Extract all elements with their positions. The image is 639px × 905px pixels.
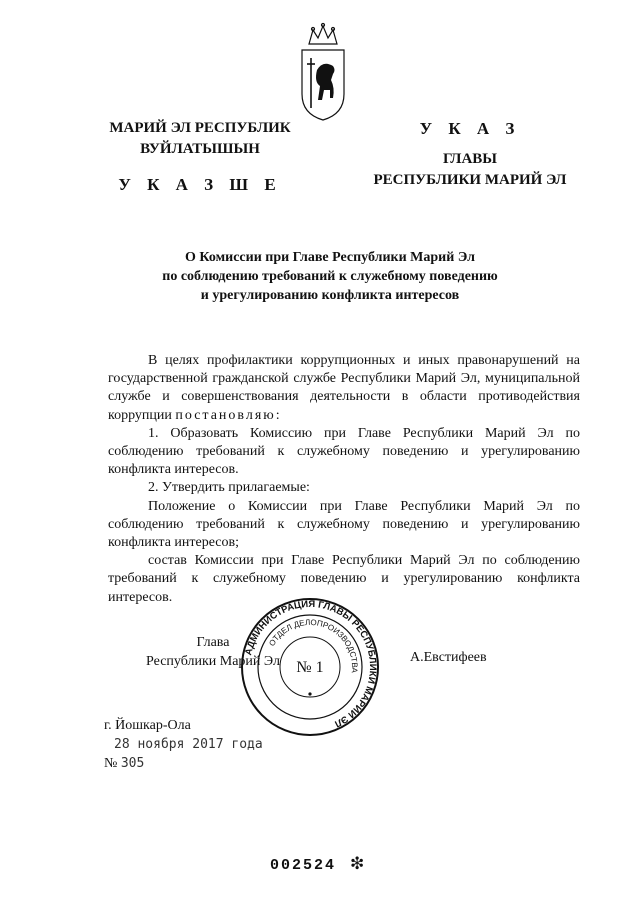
stamp-number: № 1 [296, 659, 324, 676]
header-left-line1: МАРИЙ ЭЛ РЕСПУБЛИК [109, 120, 291, 136]
header-right-line3: РЕСПУБЛИКИ МАРИЙ ЭЛ [373, 172, 567, 188]
footer-number: 305 [120, 756, 145, 771]
document-title [110, 248, 550, 305]
header-right-line2: ГЛАВЫ [442, 151, 498, 167]
body-p1-text: В целях профилактики коррупционных и иных правонарушений на государственной гражданской службе Республики Марий Эл, муниципальной службе и совершенствования деятельности в области противодействия коррупции [108, 353, 580, 423]
body-paragraph: состав Комиссии при Главе Республики Марий Эл по соблюдению требований к служебному поведению и урегулированию конфликта интересов. [108, 553, 580, 605]
document-body [108, 352, 580, 607]
body-paragraph [108, 352, 580, 425]
header-left-line2: ВУЙЛАТЫШЫН [140, 141, 260, 157]
footer-number-label: № [104, 756, 118, 771]
body-paragraph: 2. Утвердить прилагаемые: [148, 480, 310, 496]
snowflake-icon: ❇ [350, 854, 365, 873]
stamp-inner-text: ОТДЕЛ ДЕЛОПРОИЗВОДСТВА [267, 617, 360, 674]
body-paragraph: Положение о Комиссии при Главе Республики Марий Эл по соблюдению требований к служебному поведению и урегулированию конфликта интересов; [108, 498, 580, 551]
signature-title-line1: Глава [196, 635, 230, 650]
footer-date: 28 ноября 2017 года [114, 737, 263, 752]
signature-name: А.Евстифеев [410, 650, 487, 665]
title-line2: по соблюдению требований к служебному поведению [162, 269, 498, 284]
decree-word: постановляю: [175, 407, 282, 423]
header-right [345, 118, 595, 191]
stamp-outer-text: АДМИНИСТРАЦИЯ ГЛАВЫ РЕСПУБЛИКИ МАРИЙ ЭЛ [243, 598, 379, 730]
header-right-line1: У К А З [419, 119, 521, 138]
serial-number: 002524 [270, 857, 337, 874]
header-left [90, 118, 310, 195]
footer-city: г. Йошкар-Ола [104, 718, 191, 733]
title-line1: О Комиссии при Главе Республики Марий Эл [185, 250, 475, 265]
signature-title-line2: Республики Марий Эл [146, 654, 280, 669]
coat-of-arms-icon [299, 22, 347, 122]
document-footer [104, 716, 263, 773]
title-line3: и урегулированию конфликта интересов [200, 288, 460, 303]
header-left-line3: У К А З Ш Е [118, 175, 282, 194]
body-paragraph: 1. Образовать Комиссию при Главе Республики Марий Эл по соблюдению требований к служебному поведению и урегулированию конфликта интересов. [108, 425, 580, 478]
